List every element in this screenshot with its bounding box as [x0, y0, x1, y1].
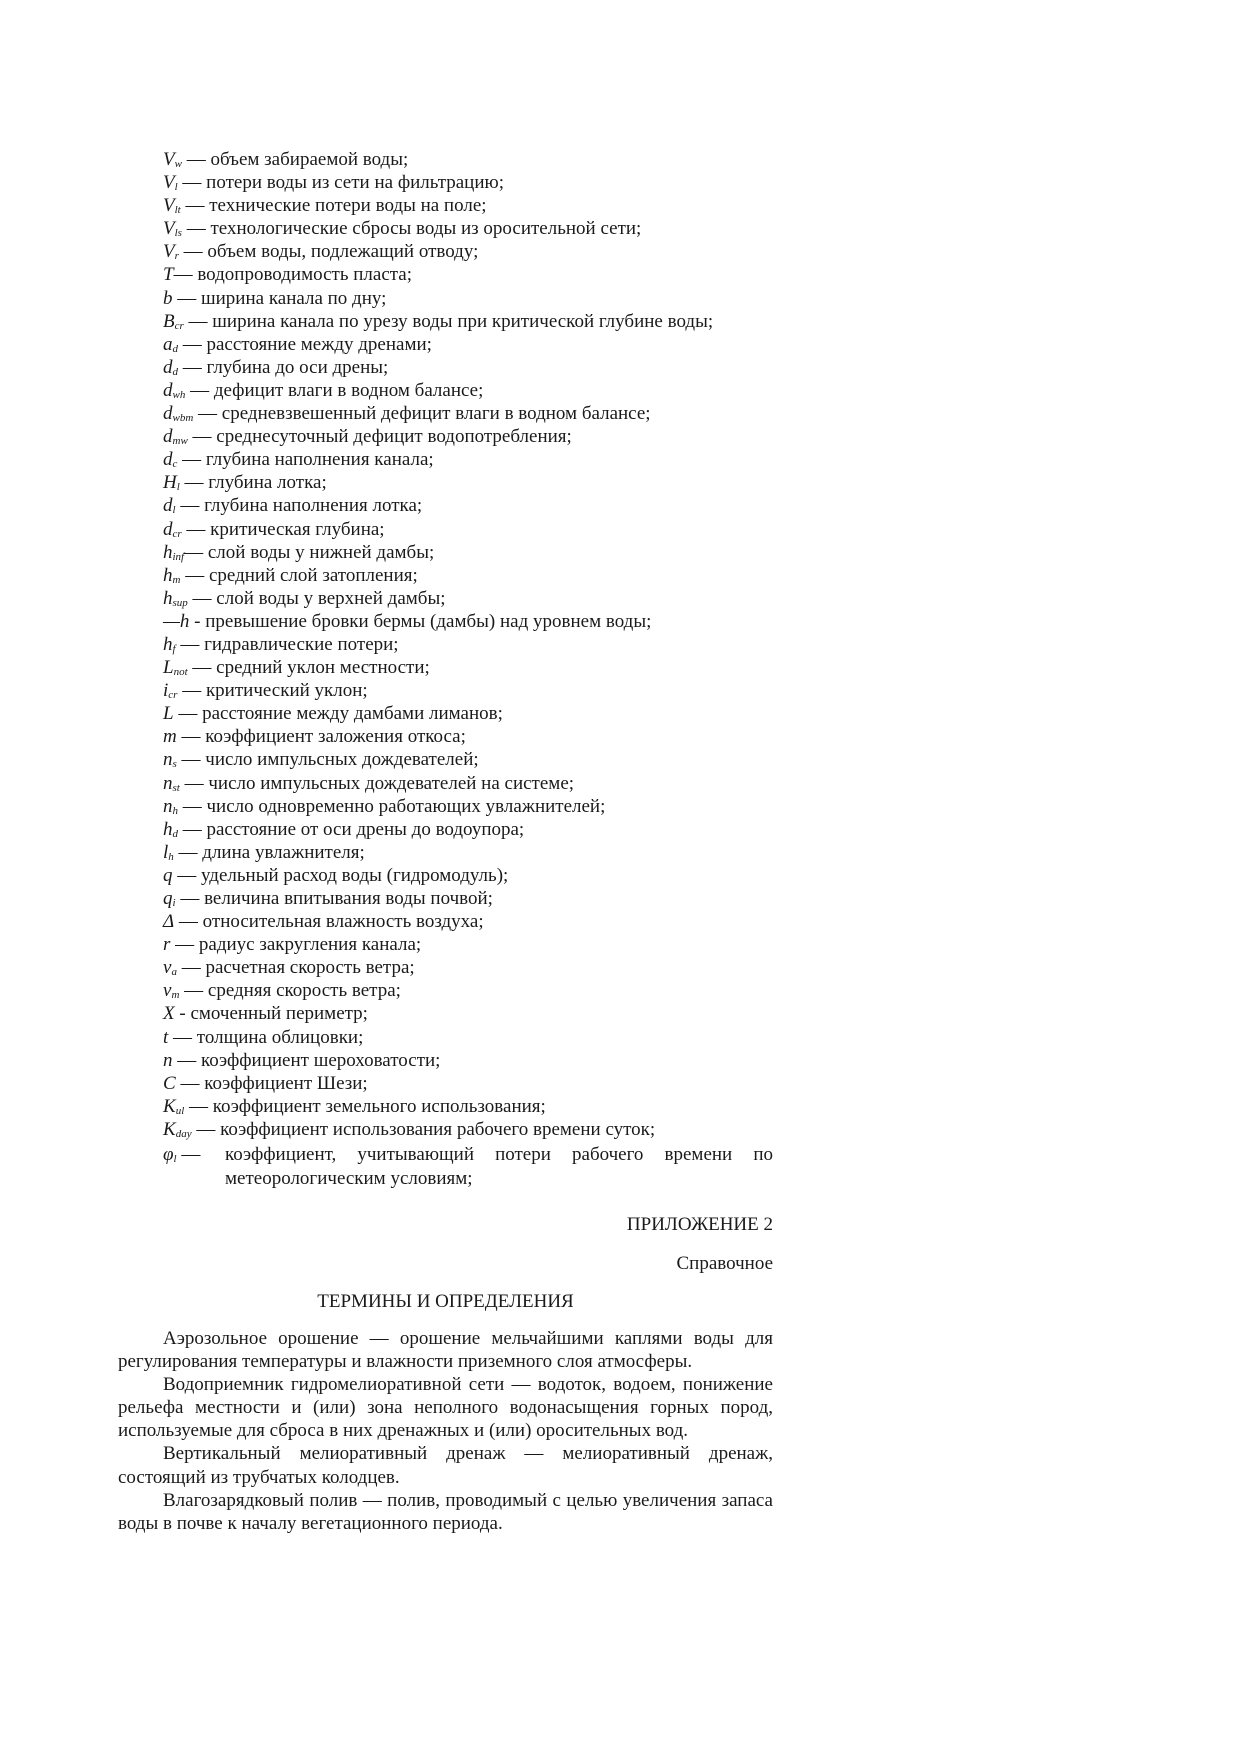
symbol-line	[163, 841, 773, 864]
symbol-line	[163, 587, 773, 610]
symbol-dash: —	[178, 333, 207, 355]
symbol-dash: —	[181, 518, 211, 540]
symbol-subscript: st	[172, 781, 180, 794]
symbol-definition: технические потери воды на поле;	[209, 195, 487, 217]
symbol-subscript: inf	[172, 550, 185, 563]
symbol-dash: —	[170, 934, 199, 956]
symbol: m	[163, 726, 177, 748]
symbol-line	[163, 979, 773, 1002]
symbol-line	[163, 1026, 773, 1049]
symbol: V	[163, 172, 175, 194]
symbol-subscript: wh	[172, 388, 186, 401]
symbol-dash: —	[173, 841, 203, 863]
symbol-dash: -	[174, 1003, 191, 1025]
symbol: d	[163, 403, 173, 425]
symbol-definition: расчетная скорость ветра;	[205, 957, 415, 979]
symbol-dash: —	[185, 379, 214, 401]
symbol-dash: —	[179, 980, 208, 1002]
symbol-subscript: m	[172, 573, 181, 586]
symbol-definition: объем воды, подлежащий отводу;	[207, 241, 479, 263]
symbol-line	[163, 448, 773, 471]
symbol-definition: объем забираемой воды;	[210, 149, 409, 170]
symbol: Δ	[163, 911, 175, 933]
symbol: a	[163, 333, 173, 355]
symbol: h	[163, 587, 173, 609]
symbol-line	[163, 933, 773, 956]
symbol: v	[163, 980, 172, 1002]
symbol-dash: —	[176, 749, 206, 771]
symbol: v	[163, 957, 172, 979]
symbol-line	[163, 471, 773, 494]
symbol-dash: —	[179, 472, 209, 494]
symbol-definition: превышение бровки бермы (дамбы) над уровнем воды;	[205, 610, 652, 632]
symbol-line	[163, 1095, 773, 1118]
symbol-definition: число импульсных дождевателей;	[205, 749, 479, 771]
symbol: d	[163, 426, 173, 448]
symbol-subscript: i	[172, 897, 176, 909]
symbol: t	[163, 1026, 169, 1048]
symbol-subscript: d	[172, 342, 178, 355]
symbol-subscript: cr	[168, 689, 178, 702]
symbol-definition: относительная влажность воздуха;	[202, 911, 484, 933]
symbol: h	[163, 818, 173, 840]
symbol: h	[163, 633, 173, 655]
symbol-subscript: lt	[174, 204, 181, 217]
symbol-line	[163, 194, 773, 217]
symbol-dash: —	[177, 449, 206, 471]
symbol-definition: радиус закругления канала;	[198, 934, 422, 956]
symbol-line	[163, 818, 773, 841]
symbol-dash: —	[178, 356, 207, 378]
symbol: d	[163, 449, 173, 471]
symbol-definition: дефицит влаги в водном балансе;	[213, 379, 484, 401]
symbol-definition: расстояние между дренами;	[206, 333, 432, 355]
symbol-line	[163, 610, 773, 633]
symbol-dash: —	[181, 218, 211, 240]
symbol-line	[163, 310, 773, 333]
symbol-definition: глубина наполнения канала;	[205, 449, 434, 471]
symbol-subscript: c	[172, 458, 178, 471]
symbol-subscript: a	[171, 966, 177, 979]
symbol-subscript: l	[174, 181, 178, 194]
symbol-line	[163, 772, 773, 795]
symbol-definition: гидравлические потери;	[204, 633, 399, 655]
terms-list	[118, 1327, 773, 1535]
symbol-dash: —	[193, 403, 222, 425]
symbol-list	[163, 148, 773, 1190]
symbol-dash: —	[172, 864, 201, 886]
symbol-subscript: d	[172, 365, 178, 378]
symbol-line	[163, 263, 773, 286]
symbol-definition: средняя скорость ветра;	[207, 980, 401, 1002]
symbol-line	[163, 702, 773, 725]
symbol-line	[163, 333, 773, 356]
symbol-definition: число одновременно работающих увлажнителей;	[206, 795, 606, 817]
term-definition: Вертикальный мелиоративный дренаж — мелиоративный дренаж, состоящий из трубчатых колодцев.	[118, 1443, 773, 1488]
symbol-dash: —	[172, 287, 201, 309]
symbol-line	[163, 402, 773, 425]
symbol-definition: толщина облицовки;	[196, 1026, 364, 1048]
symbol-subscript: l	[173, 1153, 177, 1166]
symbol-line	[163, 956, 773, 979]
symbol: L	[163, 703, 174, 725]
symbol-line	[163, 171, 773, 194]
symbol-subscript: cr	[174, 319, 184, 332]
symbol: B	[163, 310, 175, 332]
symbol-definition: критическая глубина;	[210, 518, 385, 540]
symbol: q	[163, 864, 173, 886]
symbol-dash: —	[174, 911, 203, 933]
symbol-dash: —	[176, 957, 206, 979]
symbol: V	[163, 218, 175, 240]
symbol: —h	[163, 610, 190, 632]
symbol-line	[163, 748, 773, 771]
symbol-line	[163, 679, 773, 702]
symbol-dash: —	[177, 172, 207, 194]
reference-label: Справочное	[676, 1253, 773, 1274]
symbol-subscript: l	[172, 504, 176, 517]
symbol-line	[163, 1072, 773, 1095]
symbol-subscript: ul	[175, 1104, 185, 1117]
symbol-definition: длина увлажнителя;	[202, 841, 365, 863]
symbol-definition: средний слой затопления;	[208, 564, 418, 586]
symbol: i	[163, 680, 169, 702]
symbol-definition: средний уклон местности;	[216, 657, 430, 679]
symbol-line	[163, 425, 773, 448]
symbol-subscript: ls	[174, 227, 182, 240]
symbol-definition: коэффициент, учитывающий потери рабочего времени по	[225, 1144, 773, 1166]
symbol-line	[163, 379, 773, 402]
symbol-definition: расстояние от оси дрены до водоупора;	[206, 818, 525, 840]
symbol-dash: —	[180, 564, 209, 586]
symbol-definition: расстояние между дамбами лиманов;	[202, 703, 503, 725]
symbol-definition: глубина до оси дрены;	[206, 356, 389, 378]
symbol-dash: —	[178, 241, 208, 263]
symbol: H	[163, 472, 177, 494]
symbol-definition: слой воды у верхней дамбы;	[216, 587, 446, 609]
symbol-line	[163, 541, 773, 564]
symbol-definition: слой воды у нижней дамбы;	[207, 541, 435, 563]
symbol: C	[163, 1072, 176, 1094]
symbol-definition: ширина канала по дну;	[201, 287, 387, 309]
symbol-definition: коэффициент заложения откоса;	[205, 726, 466, 748]
symbol-definition: технологические сбросы воды из оросительной сети;	[210, 218, 642, 240]
symbol-dash: —	[175, 888, 205, 909]
symbol-dash: —	[176, 1144, 201, 1166]
symbol-line	[163, 564, 773, 587]
symbol-subscript: h	[172, 804, 178, 817]
symbol-definition: глубина лотка;	[208, 472, 327, 494]
symbol-line	[163, 494, 773, 517]
symbol-subscript: w	[174, 158, 182, 170]
symbol: n	[163, 772, 173, 794]
symbol-dash: —	[175, 1072, 205, 1094]
symbol-subscript: day	[175, 1127, 192, 1140]
symbol-dash: —	[180, 195, 210, 217]
symbol: d	[163, 356, 173, 378]
symbol-subscript: wbm	[172, 412, 194, 425]
symbol-line	[163, 887, 773, 910]
symbol: n	[163, 795, 173, 817]
symbol-line	[163, 287, 773, 310]
symbol-definition: коэффициент земельного использования;	[212, 1095, 546, 1117]
symbol-line	[163, 910, 773, 933]
symbol-line	[163, 217, 773, 240]
symbol-definition: глубина наполнения лотка;	[204, 495, 423, 517]
symbol-dash: —	[173, 264, 198, 286]
symbol: d	[163, 495, 173, 517]
term-definition: Влагозарядковый полив — полив, проводимый с целью увеличения запаса воды в почве к началу вегетационного периода.	[118, 1489, 773, 1534]
symbol-line	[163, 356, 773, 379]
symbol-dash: -	[189, 610, 206, 632]
symbol-dash: —	[175, 633, 205, 655]
symbol-subscript: l	[176, 481, 180, 494]
symbol-line	[163, 1118, 773, 1141]
symbol-dash: —	[168, 1026, 197, 1048]
symbol-definition: потери воды из сети на фильтрацию;	[206, 172, 504, 194]
symbol: n	[163, 1049, 173, 1071]
symbol: K	[163, 1095, 176, 1117]
symbol-line	[163, 148, 773, 171]
symbol-definition-continued: метеорологическим условиям;	[225, 1167, 473, 1189]
section-heading: ТЕРМИНЫ И ОПРЕДЕЛЕНИЯ	[317, 1291, 574, 1312]
symbol-definition: смоченный периметр;	[190, 1003, 368, 1025]
symbol-subscript: m	[171, 989, 180, 1002]
symbol: n	[163, 749, 173, 771]
symbol: b	[163, 287, 173, 309]
symbol-dash: —	[183, 310, 213, 332]
symbol-line	[163, 633, 773, 656]
symbol-definition: величина впитывания воды почвой;	[204, 888, 493, 909]
symbol-definition: среднесуточный дефицит водопотребления;	[216, 426, 572, 448]
symbol-dash: —	[191, 1118, 221, 1140]
symbol: h	[163, 564, 173, 586]
symbol-line	[163, 864, 773, 887]
symbol-dash: —	[181, 149, 211, 170]
symbol: φ	[163, 1144, 174, 1166]
symbol-subscript: h	[168, 850, 174, 863]
symbol-dash: —	[184, 541, 208, 563]
symbol-dash: —	[178, 795, 207, 817]
term-definition: Водоприемник гидромелиоративной сети — водоток, водоем, понижение рельефа местности и (или) зона неполного водонасыщения горных пород, используемые для сброса в них дренажных и (или) оросительных вод.	[118, 1374, 773, 1442]
symbol-dash: —	[172, 1049, 201, 1071]
symbol-definition: коэффициент Шези;	[204, 1072, 368, 1094]
symbol-dash: —	[176, 726, 206, 748]
symbol-definition: средневзвешенный дефицит влаги в водном балансе;	[221, 403, 651, 425]
symbol-dash: —	[173, 703, 203, 725]
symbol-definition: коэффициент использования рабочего времени суток;	[220, 1118, 656, 1140]
symbol-subscript: s	[172, 758, 177, 771]
symbol-line	[163, 518, 773, 541]
symbol-dash: —	[187, 657, 217, 679]
term-definition: Аэрозольное орошение — орошение мельчайшими каплями воды для регулирования температуры и влажности приземного слоя атмосферы.	[118, 1328, 773, 1373]
symbol-definition: число импульсных дождевателей на системе;	[208, 772, 575, 794]
symbol-definition: водопроводимость пласта;	[197, 264, 412, 286]
symbol-definition: ширина канала по урезу воды при критической глубине воды;	[212, 310, 714, 332]
symbol-subscript: r	[174, 250, 179, 263]
symbol-line	[163, 725, 773, 748]
symbol-dash: —	[179, 772, 209, 794]
symbol: d	[163, 518, 173, 540]
symbol-dash: —	[177, 680, 206, 702]
symbol-definition: коэффициент шероховатости;	[201, 1049, 441, 1071]
symbol-line	[163, 1002, 773, 1025]
symbol-dash: —	[178, 818, 207, 840]
symbol-dash: —	[175, 495, 205, 517]
symbol-line	[163, 1049, 773, 1072]
symbol: L	[163, 657, 174, 679]
symbol: T	[163, 264, 174, 286]
symbol-line	[163, 795, 773, 818]
symbol: V	[163, 195, 175, 217]
symbol-line	[163, 240, 773, 263]
symbol-subscript: mw	[172, 435, 188, 448]
symbol: r	[163, 934, 171, 956]
symbol: V	[163, 241, 175, 263]
symbol: X	[163, 1003, 175, 1025]
symbol-subscript: not	[173, 666, 188, 679]
symbol-dash: —	[187, 426, 217, 448]
symbol-dash: —	[187, 587, 217, 609]
symbol-subscript: d	[172, 827, 178, 840]
appendix-label: ПРИЛОЖЕНИЕ 2	[626, 1214, 773, 1235]
symbol-subscript: sup	[172, 596, 188, 609]
symbol-definition: критический уклон;	[205, 680, 368, 702]
symbol-line-wrapped	[163, 1143, 773, 1190]
symbol: l	[163, 841, 169, 863]
symbol-definition: удельный расход воды (гидромодуль);	[201, 864, 509, 886]
symbol: d	[163, 379, 173, 401]
symbol: h	[163, 541, 173, 563]
symbol: K	[163, 1118, 176, 1140]
symbol-subscript: cr	[172, 527, 182, 540]
symbol: q	[163, 888, 173, 909]
symbol-subscript: f	[172, 642, 176, 655]
symbol: V	[163, 149, 175, 170]
symbol-line	[163, 656, 773, 679]
symbol-dash: —	[184, 1095, 213, 1117]
